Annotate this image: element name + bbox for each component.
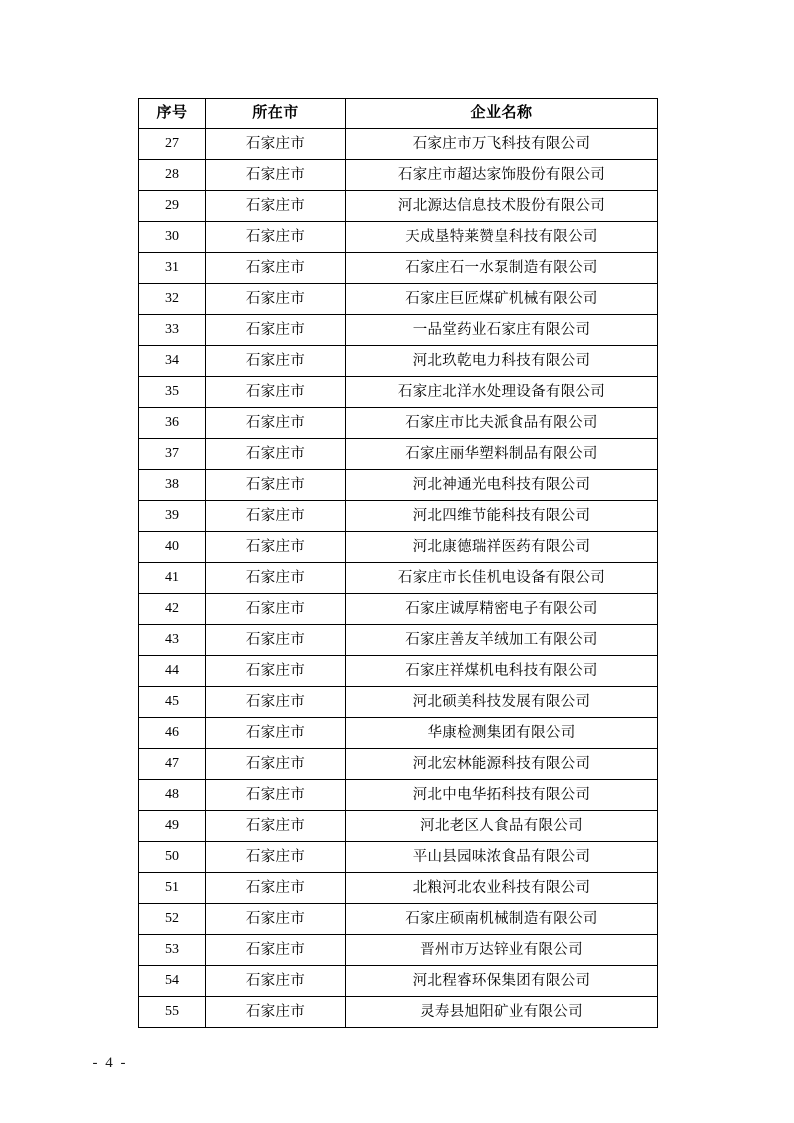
- cell-enterprise-name: 华康检测集团有限公司: [346, 718, 658, 749]
- cell-city: 石家庄市: [206, 656, 346, 687]
- table-row: [139, 904, 658, 935]
- cell-enterprise-name: 石家庄市超达家饰股份有限公司: [346, 160, 658, 191]
- table-row: [139, 408, 658, 439]
- cell-city: 石家庄市: [206, 315, 346, 346]
- table-row: [139, 470, 658, 501]
- table-row: [139, 501, 658, 532]
- cell-city: 石家庄市: [206, 873, 346, 904]
- column-header-sequence: 序号: [139, 99, 206, 129]
- table-row: [139, 439, 658, 470]
- cell-enterprise-name: 石家庄善友羊绒加工有限公司: [346, 625, 658, 656]
- table-row: [139, 377, 658, 408]
- cell-enterprise-name: 河北硕美科技发展有限公司: [346, 687, 658, 718]
- table-row: [139, 997, 658, 1028]
- cell-city: 石家庄市: [206, 377, 346, 408]
- cell-sequence: 46: [139, 718, 206, 749]
- table-row: [139, 935, 658, 966]
- cell-city: 石家庄市: [206, 904, 346, 935]
- cell-city: 石家庄市: [206, 439, 346, 470]
- cell-enterprise-name: 石家庄硕南机械制造有限公司: [346, 904, 658, 935]
- cell-city: 石家庄市: [206, 749, 346, 780]
- cell-enterprise-name: 北粮河北农业科技有限公司: [346, 873, 658, 904]
- cell-sequence: 30: [139, 222, 206, 253]
- table-header: [139, 99, 658, 129]
- table-row: [139, 284, 658, 315]
- table-row: [139, 656, 658, 687]
- cell-sequence: 53: [139, 935, 206, 966]
- cell-city: 石家庄市: [206, 470, 346, 501]
- cell-sequence: 29: [139, 191, 206, 222]
- cell-city: 石家庄市: [206, 222, 346, 253]
- cell-enterprise-name: 河北玖乾电力科技有限公司: [346, 346, 658, 377]
- table-row: [139, 718, 658, 749]
- cell-enterprise-name: 河北康德瑞祥医药有限公司: [346, 532, 658, 563]
- table-row: [139, 222, 658, 253]
- cell-city: 石家庄市: [206, 935, 346, 966]
- table-row: [139, 253, 658, 284]
- cell-sequence: 47: [139, 749, 206, 780]
- cell-sequence: 44: [139, 656, 206, 687]
- cell-sequence: 55: [139, 997, 206, 1028]
- table-row: [139, 532, 658, 563]
- cell-sequence: 28: [139, 160, 206, 191]
- table-body: [139, 129, 658, 1028]
- cell-city: 石家庄市: [206, 346, 346, 377]
- table-row: [139, 563, 658, 594]
- cell-sequence: 35: [139, 377, 206, 408]
- table-row: [139, 625, 658, 656]
- cell-enterprise-name: 河北四维节能科技有限公司: [346, 501, 658, 532]
- table-row: [139, 842, 658, 873]
- cell-sequence: 36: [139, 408, 206, 439]
- cell-enterprise-name: 河北宏林能源科技有限公司: [346, 749, 658, 780]
- enterprise-list-table-container: [138, 98, 657, 1028]
- cell-enterprise-name: 石家庄北洋水处理设备有限公司: [346, 377, 658, 408]
- cell-city: 石家庄市: [206, 129, 346, 160]
- cell-sequence: 39: [139, 501, 206, 532]
- cell-enterprise-name: 石家庄石一水泵制造有限公司: [346, 253, 658, 284]
- cell-sequence: 42: [139, 594, 206, 625]
- cell-sequence: 31: [139, 253, 206, 284]
- cell-enterprise-name: 河北程睿环保集团有限公司: [346, 966, 658, 997]
- cell-city: 石家庄市: [206, 718, 346, 749]
- table-header-row: [139, 99, 658, 129]
- cell-enterprise-name: 河北神通光电科技有限公司: [346, 470, 658, 501]
- cell-sequence: 48: [139, 780, 206, 811]
- cell-sequence: 41: [139, 563, 206, 594]
- cell-enterprise-name: 天成垦特莱赞皇科技有限公司: [346, 222, 658, 253]
- cell-enterprise-name: 平山县园味浓食品有限公司: [346, 842, 658, 873]
- cell-city: 石家庄市: [206, 842, 346, 873]
- cell-sequence: 52: [139, 904, 206, 935]
- cell-city: 石家庄市: [206, 997, 346, 1028]
- page-number: - 4 -: [92, 1055, 128, 1071]
- cell-city: 石家庄市: [206, 501, 346, 532]
- cell-sequence: 32: [139, 284, 206, 315]
- cell-sequence: 45: [139, 687, 206, 718]
- cell-sequence: 49: [139, 811, 206, 842]
- column-header-enterprise-name: 企业名称: [346, 99, 658, 129]
- cell-enterprise-name: 石家庄市比夫派食品有限公司: [346, 408, 658, 439]
- cell-city: 石家庄市: [206, 625, 346, 656]
- table-row: [139, 191, 658, 222]
- table-row: [139, 129, 658, 160]
- table-row: [139, 811, 658, 842]
- cell-enterprise-name: 灵寿县旭阳矿业有限公司: [346, 997, 658, 1028]
- cell-sequence: 33: [139, 315, 206, 346]
- cell-sequence: 54: [139, 966, 206, 997]
- table-row: [139, 160, 658, 191]
- cell-city: 石家庄市: [206, 191, 346, 222]
- cell-enterprise-name: 石家庄诚厚精密电子有限公司: [346, 594, 658, 625]
- cell-city: 石家庄市: [206, 966, 346, 997]
- cell-sequence: 51: [139, 873, 206, 904]
- table-row: [139, 346, 658, 377]
- cell-city: 石家庄市: [206, 594, 346, 625]
- cell-enterprise-name: 河北中电华拓科技有限公司: [346, 780, 658, 811]
- cell-city: 石家庄市: [206, 408, 346, 439]
- cell-sequence: 37: [139, 439, 206, 470]
- cell-city: 石家庄市: [206, 284, 346, 315]
- cell-enterprise-name: 石家庄市万飞科技有限公司: [346, 129, 658, 160]
- table-row: [139, 873, 658, 904]
- cell-city: 石家庄市: [206, 532, 346, 563]
- cell-sequence: 34: [139, 346, 206, 377]
- table-row: [139, 315, 658, 346]
- cell-enterprise-name: 晋州市万达锌业有限公司: [346, 935, 658, 966]
- cell-sequence: 40: [139, 532, 206, 563]
- cell-city: 石家庄市: [206, 563, 346, 594]
- table-row: [139, 966, 658, 997]
- cell-enterprise-name: 河北老区人食品有限公司: [346, 811, 658, 842]
- cell-enterprise-name: 石家庄丽华塑料制品有限公司: [346, 439, 658, 470]
- cell-enterprise-name: 石家庄巨匠煤矿机械有限公司: [346, 284, 658, 315]
- cell-enterprise-name: 一品堂药业石家庄有限公司: [346, 315, 658, 346]
- enterprise-list-table: [138, 98, 658, 1028]
- table-row: [139, 780, 658, 811]
- cell-enterprise-name: 石家庄祥煤机电科技有限公司: [346, 656, 658, 687]
- table-row: [139, 749, 658, 780]
- cell-city: 石家庄市: [206, 160, 346, 191]
- table-row: [139, 594, 658, 625]
- cell-city: 石家庄市: [206, 811, 346, 842]
- cell-city: 石家庄市: [206, 687, 346, 718]
- cell-sequence: 50: [139, 842, 206, 873]
- column-header-city: 所在市: [206, 99, 346, 129]
- cell-enterprise-name: 石家庄市长佳机电设备有限公司: [346, 563, 658, 594]
- cell-city: 石家庄市: [206, 253, 346, 284]
- cell-enterprise-name: 河北源达信息技术股份有限公司: [346, 191, 658, 222]
- cell-city: 石家庄市: [206, 780, 346, 811]
- cell-sequence: 27: [139, 129, 206, 160]
- table-row: [139, 687, 658, 718]
- cell-sequence: 43: [139, 625, 206, 656]
- cell-sequence: 38: [139, 470, 206, 501]
